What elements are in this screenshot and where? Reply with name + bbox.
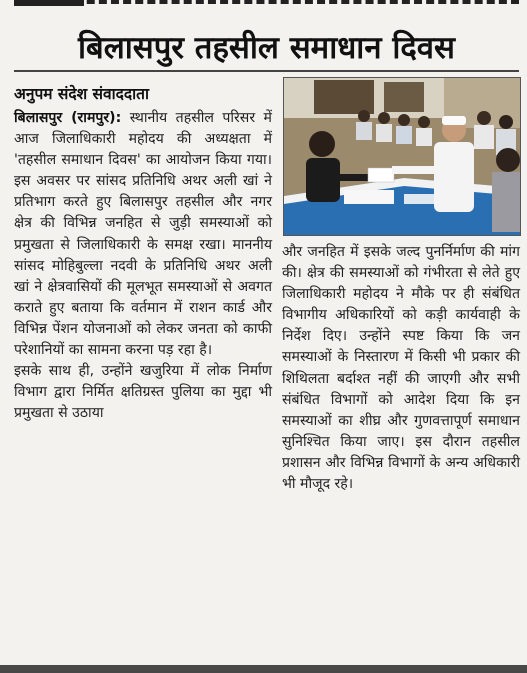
next-article-cutoff xyxy=(0,660,527,673)
headline-bar xyxy=(14,26,519,68)
article-column-2 xyxy=(282,242,520,495)
article-paragraph-3: और जनहित में इसके जल्द पुनर्निर्माण की मांग की। क्षेत्र की समस्याओं को गंभीरता से लेते हुए जिलाधिकारी महोदय ने मौके पर ही संबंधित विभागीय अधिकारियों को कड़ी कार्यवाही के निर्देश दिए। उन्होंने स्पष्ट किया कि जन समस्याओं के निस्तारण में किसी भी प्रकार की शिथिलता बर्दाश्त नहीं की जाएगी और सभी संबंधित विभागों को आदेश दिया कि इन समस्याओं का शीघ्र और गुणवत्तापूर्ण समाधान सुनिश्चित किया जाए। इस दौरान तहसील प्रशासन और विभिन्न विभागों के अन्य अधिकारी भी मौजूद रहे। xyxy=(282,244,520,493)
byline: अनुपम संदेश संवाददाता xyxy=(14,85,149,103)
dateline: बिलासपुर (रामपुर): xyxy=(14,110,122,126)
news-photo xyxy=(283,77,521,236)
paragraph-1-text: स्थानीय तहसील परिसर में आज जिलाधिकारी महोदय की अध्यक्षता में 'तहसील समाधान दिवस' का आयोजन किया गया। इस अवसर पर सांसद प्रतिनिधि अथर अली खां ने प्रतिभाग करते हुए बिलासपुर तहसील और नगर क्षेत्र की विभिन्न जनहित से जुड़ी समस्याओं को प्रमुखता से जिलाधिकारी के समक्ष रखा। माननीय सांसद मोहिबुल्ला नदवी के प्रतिनिधि अथर अली खां ने क्षेत्रवासियों की मूलभूत समस्याओं से अवगत कराते हुए बताया कि वर्तमान में राशन कार्ड और विभिन्न पेंशन योजनाओं को लेकर जनता को काफी परेशानियों का सामना करना पड़ रहा है। xyxy=(14,110,272,359)
headline: बिलासपुर तहसील समाधान दिवस xyxy=(77,30,456,66)
article-column-1 xyxy=(14,108,272,424)
top-border-rule xyxy=(14,0,519,14)
article-paragraph-1 xyxy=(14,108,272,361)
article-paragraph-2: इसके साथ ही, उन्होंने खजुरिया में लोक निर्माण विभाग द्वारा निर्मित क्षतिग्रस्त पुलिया का मुद्दा भी प्रमुखता से उठाया xyxy=(14,363,272,422)
headline-underline xyxy=(14,70,519,72)
